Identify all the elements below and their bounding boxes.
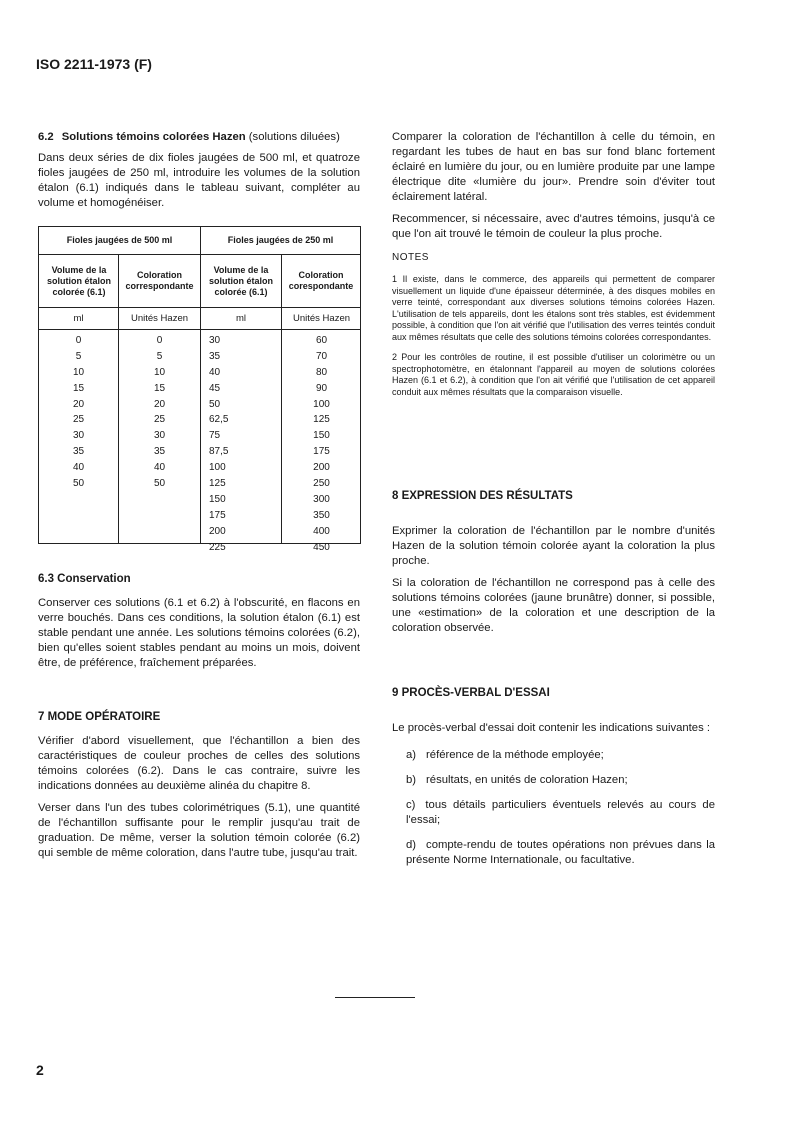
- table-cell: 87,5: [209, 446, 229, 458]
- table-cell: 350: [313, 509, 330, 521]
- table-cell: 15: [72, 382, 85, 394]
- table-cell: 200: [313, 462, 330, 474]
- col-coloration-500: Coloration correspondante: [125, 270, 194, 291]
- col-coloration-250: Coloration corespondante: [288, 270, 354, 291]
- col-volume-500: Volume de la solution étalon colorée (6.1): [47, 264, 111, 297]
- table-cell: 450: [313, 541, 330, 553]
- section-7: [38, 710, 360, 861]
- table-cell: 20: [153, 398, 166, 410]
- table-cell: 200: [209, 525, 226, 537]
- table-cell: 20: [72, 398, 85, 410]
- table-cell: 70: [315, 350, 328, 362]
- left-column: [38, 130, 360, 211]
- notes-label: NOTES: [392, 252, 429, 263]
- table-cell: 25: [153, 414, 166, 426]
- table-cell: 25: [72, 414, 85, 426]
- table-cell: 0: [156, 335, 163, 346]
- hazen-500-column: [119, 333, 200, 492]
- table-cell: 50: [209, 398, 221, 410]
- table-cell: 300: [313, 493, 330, 505]
- table-cell: 45: [209, 382, 221, 394]
- list-item: c) tous détails particuliers éventuels relevés au cours de l'essai;: [406, 799, 715, 826]
- document-code: ISO 2211-1973 (F): [36, 56, 152, 72]
- table-cell: 150: [209, 493, 226, 505]
- col-volume-250: Volume de la solution étalon colorée (6.1): [209, 264, 273, 297]
- comparison-paragraph: Comparer la coloration de l'échantillon à celle du témoin, en regardant les tubes de haut en bas sur fond blanc fortement éclairé en lumière du jour, ou en lumière produite par une lampe électrique dite «lumière du jour». Prendre soin d'éviter tout éclairement latéral.: [392, 131, 715, 203]
- list-item: a) référence de la méthode employée;: [406, 749, 604, 761]
- table-cell: 100: [313, 398, 330, 410]
- section-8: [392, 489, 715, 636]
- unit-ml-500: ml: [73, 313, 84, 324]
- table-cell: 400: [313, 525, 330, 537]
- section-9-heading: 9 PROCÈS-VERBAL D'ESSAI: [392, 687, 550, 699]
- section-8-heading: 8 EXPRESSION DES RÉSULTATS: [392, 490, 573, 502]
- table-cell: 175: [313, 446, 330, 458]
- unit-hazen-500: Unités Hazen: [130, 313, 189, 324]
- table-cell: 10: [72, 366, 85, 378]
- group-250-header: Fioles jaugées de 250 ml: [227, 235, 334, 245]
- section-8-para-2: Si la coloration de l'échantillon ne correspond pas à celle des solutions témoins colorées (jaune brunâtre) donner, si possible, une «estimation» de la coloration et une description de la coloration observée.: [392, 577, 715, 634]
- table-cell: 250: [313, 478, 330, 490]
- table-cell: 100: [209, 462, 226, 474]
- footer-divider: [335, 997, 415, 998]
- section-6-3: [38, 572, 360, 671]
- table-cell: 125: [313, 414, 330, 426]
- table-cell: 40: [72, 462, 85, 474]
- section-6-2-heading: 6.2 Solutions témoins colorées Hazen (solutions diluées): [38, 131, 340, 143]
- vol-250-column: [209, 333, 279, 555]
- note-1: 1 Il existe, dans le commerce, des appareils qui permettent de comparer visuellement un liquide d'une épaisseur déterminée, à des disques mobiles en verre teinté, correspondant aux diverses solutions témoins colorées Hazen. L'utilisation de tels appareils, dont les étalons sont très stables, est évidemment possible, à condition que l'on ait vérifié que l'utilisation des verres teintés conduit aux mêmes résultats que celle des solutions témoins colorées correspondantes.: [392, 274, 715, 342]
- table-cell: 80: [315, 366, 328, 378]
- section-7-para-1: Vérifier d'abord visuellement, que l'échantillon a bien des caractéristiques de couleur proches de celles des solutions témoins colorées (6.2). Dans le cas contraire, suivre les indications données au deuxième alinéa du chapitre 8.: [38, 735, 360, 792]
- table-cell: 75: [209, 430, 221, 442]
- table-cell: 40: [209, 366, 221, 378]
- table-cell: 125: [209, 478, 226, 490]
- section-9: [392, 686, 715, 878]
- section-6-3-heading: 6.3 Conservation: [38, 573, 131, 585]
- list-item: d) compte-rendu de toutes opérations non prévues dans la présente Norme Internationale, ou facultative.: [406, 839, 715, 866]
- table-cell: 5: [156, 350, 163, 362]
- table-cell: 90: [315, 382, 328, 394]
- section-6-3-text: Conserver ces solutions (6.1 et 6.2) à l'obscurité, en flacons en verre bouchés. Dans ces conditions, la solution étalon (6.1) est stable pendant une année. Les solutions témoins colorées (6.2), bien qu'elles soient stables pendant au moins un mois, doivent être, de préférence, fraîchement préparées.: [38, 597, 360, 669]
- table-cell: 0: [75, 335, 82, 346]
- table-cell: 50: [153, 478, 166, 490]
- table-cell: 5: [75, 350, 82, 362]
- table-cell: 150: [313, 430, 330, 442]
- table-cell: 10: [153, 366, 166, 378]
- table-cell: 50: [72, 478, 85, 490]
- table-cell: 62,5: [209, 414, 229, 426]
- table-cell: 175: [209, 509, 226, 521]
- vol-500-column: [39, 333, 118, 492]
- repeat-paragraph: Recommencer, si nécessaire, avec d'autres témoins, jusqu'à ce que l'on ait trouvé le témoin de couleur la plus proche.: [392, 213, 715, 240]
- table-cell: 40: [153, 462, 166, 474]
- table-cell: 60: [315, 335, 328, 346]
- section-7-para-2: Verser dans l'un des tubes colorimétriques (5.1), une quantité de l'échantillon suffisante pour le remplir jusqu'au trait de graduation. De même, verser la solution témoin colorée (6.2) qui semble de même coloration, dans l'autre tube, jusqu'au trait.: [38, 802, 360, 859]
- group-500-header: Fioles jaugées de 500 ml: [66, 235, 173, 245]
- section-6-2-text: Dans deux séries de dix fioles jaugées de 500 ml, et quatroze fioles jaugées de 250 ml, introduire les volumes de la solution étalon (6.1) indiqués dans le tableau suivant, compléter au volume et homogénéiser.: [38, 152, 360, 209]
- unit-ml-250: ml: [235, 313, 247, 324]
- section-7-heading: 7 MODE OPÉRATOIRE: [38, 711, 161, 723]
- table-cell: 30: [72, 430, 85, 442]
- report-items-list: [392, 748, 715, 868]
- right-column: [392, 130, 715, 398]
- table-cell: 30: [153, 430, 166, 442]
- table-cell: 35: [72, 446, 85, 458]
- table-cell: 15: [153, 382, 166, 394]
- section-8-para-1: Exprimer la coloration de l'échantillon par le nombre d'unités Hazen de la solution témoin colorée ayant la coloration la plus proche.: [392, 525, 715, 567]
- table-cell: 35: [209, 350, 221, 362]
- note-2: 2 Pour les contrôles de routine, il est possible d'utiliser un colorimètre ou un spectrophotomètre, en étalonnant l'appareil au moyen de solutions colorées Hazen (6.1 et 6.2), à condition que l'on ait vérifié que l'utilisation de cet appareil conduit aux mêmes résultats que la comparaison visuelle.: [392, 352, 715, 397]
- table-cell: 30: [209, 335, 221, 346]
- hazen-table: [38, 226, 361, 553]
- unit-hazen-250: Unités Hazen: [292, 313, 351, 324]
- section-9-intro: Le procès-verbal d'essai doit contenir les indications suivantes :: [392, 722, 711, 734]
- page-number: 2: [36, 1062, 44, 1078]
- table-cell: 225: [209, 541, 226, 553]
- list-item: b) résultats, en unités de coloration Hazen;: [406, 774, 628, 786]
- hazen-250-column: [282, 333, 361, 555]
- table-cell: 35: [153, 446, 166, 458]
